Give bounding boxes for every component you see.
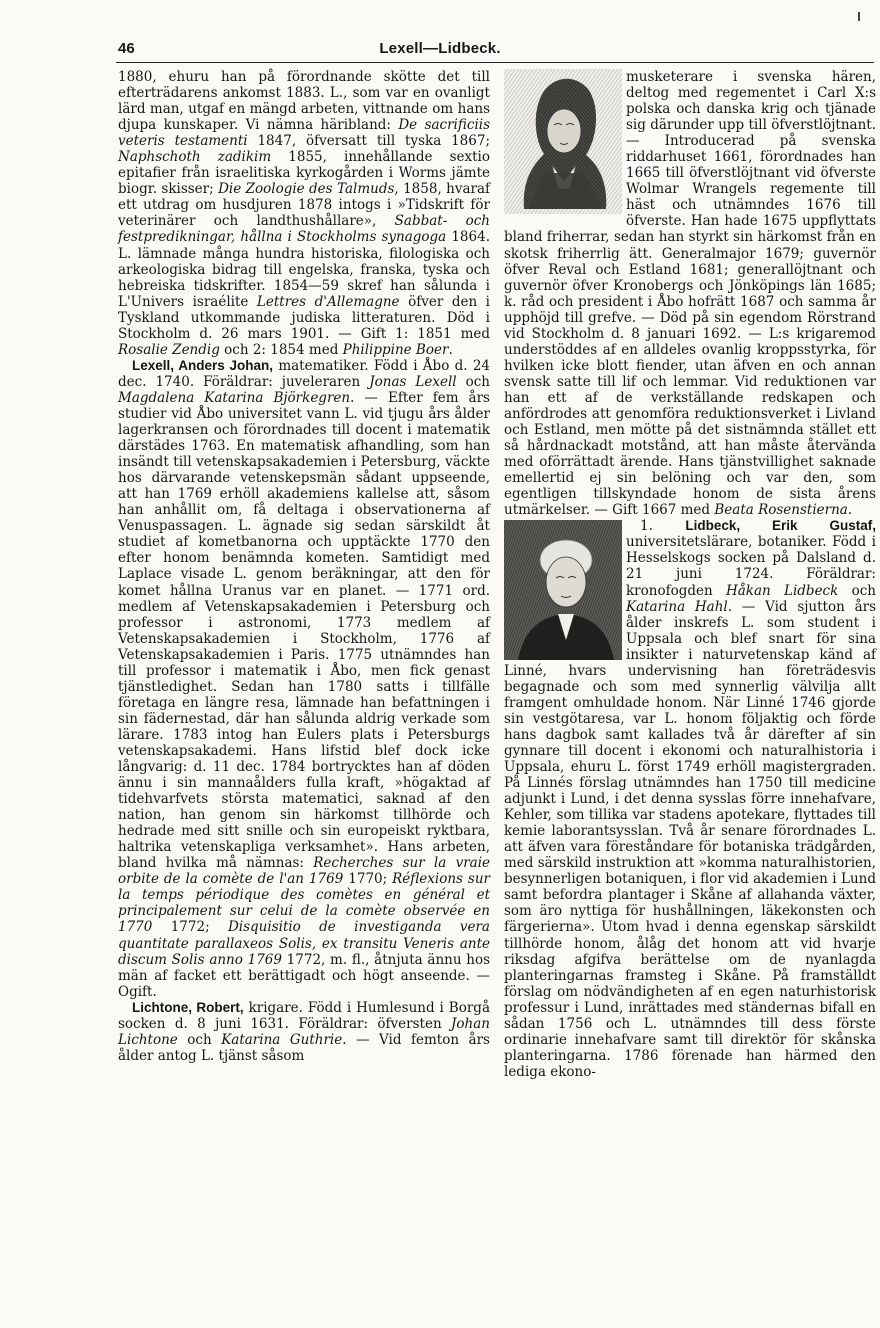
text-run: och [456,373,490,390]
italic-run: Naphschoth zadikim [118,149,272,166]
text-run: . [448,341,453,358]
text-run: 1. [640,518,686,535]
italic-run: Recherches sur la vraie orbite de la comète de l'an 1769 [118,855,491,888]
text-run: . — Vid sjutton års ålder inskrefs L. som student i Uppsala och blef snart för sina insikter i naturvetenskap känd af Linné, hvars undervisning han företrädesvis begagnade och som med synnerlig välvilja allt framgent omhuldade honom. När Linné 1746 gjorde sin vestgötaresa, var L. honom följaktig och förde hans dagbok samt kallades två år därefter af sin gynnare till docent i ekonomi och naturalhistoria i Uppsala, ehuru L. först 1749 erhöll magistergraden. På Linnés förslag utnämndes han 1750 till medicine adjunkt i Lund, i det denna sysslas förre innehafvare, Kehler, som tillika var stadens apotekare, flyttades till kemie laborantsysslan. Två år senare förordnades L. att äfven vara föreståndare för botaniska trädgården, med särskild instruktion att »komma naturalhistorien, besynnerligen botaniquen, i flor vid akademien i Lund samt befordra plantager i Skåne af allahanda växter, som äro nyttiga för hushållningen, läkekonsten och färgerierna». Utom hvad i denna egenskap särskildt tillhörde honom, ålåg det honom att vid hvarje riksdag afgifva berättelse om de nyanlagda planteringarnas framsteg i Skåne. På framställdt förslag om nödvändigheten af en egen naturhistorisk professur i Lund, inrättades med ständernas bifall en sådan 1756 och L. utnämndes till dess förste ordinarie innehafvare samt till direktör för skånska planteringarna. 1786 förenade han härmed den lediga ekono- [504,598,877,1080]
italic-run: Katarina Hahl [626,598,728,615]
text-run: 1772; [152,919,228,936]
italic-run: Katarina Guthrie [221,1031,343,1048]
italic-run: Magdalena Katarina Björkegren [118,389,351,406]
text-run: 1880, ehuru han på förordnande skötte det till efterträdarens ankomst 1883. L., som var en ovanligt lärd man, utgaf en mängd arbeten, vittnande om hans djupa kunskaper. Vi nämna häribland: [118,69,490,134]
portrait-lidbeck [504,520,622,660]
italic-run: Jonas Lexell [369,373,457,390]
right-column [504,69,876,1080]
lidbeck-entry [504,518,876,1080]
entry-headword: Lidbeck, Erik Gustaf, [685,518,877,534]
margin-mark [858,12,860,21]
text-run: universitetslärare, botaniker. Född i Hesselskogs socken på Dalsland d. 21 juni 1724. Föräldrar: kronofogden [626,534,876,599]
text-run: och [177,1031,222,1048]
italic-run: Johan Lichtone [118,1015,490,1048]
text-run: musketerare i svenska hären, deltog med regementet i Carl X:s polska och danska krig och tjänade sig därunder upp till öfverstlöjtnant. — Introducerad på svenska riddarhuset 1661, förordnades han 1665 till öfverstlöjtnant vid öfverste Wolmar Wrangels regemente till häst och utnämndes 1676 till öfverste. Han hade 1675 uppflyttats bland friherrar, sedan han styrkt sin härkomst från en skotsk friherrlig ätt. Generalmajor 1679; guvernör öfver Reval och Estland 1681; generallöjtnant och guvernör öfver Kronobergs och Jönköpings län 1685; k. råd och president i Åbo hofrätt 1687 och samma år upphöjd till grefve. — Död på sin egendom Rörstrand vid Stockholm d. 8 januari 1692. — L:s krigaremod understöddes af en alldeles ovanlig kroppsstyrka, för hvilken icke blott fiender, utan äfven en och annan svensk satte till lif och lemmar. Vid reduktionen var han ett af de verkställande redskapen och anfördrodes att genomföra reduktionsverket i Livland och Estland, men mötte på det sistnämnda stället ett så hårdnackadt motstånd, att han måste återvända med oförrättadt ärende. Hans tjänstvillighet saknade emellertid ej sin belöning och var den, som egentligen tillskyndade honom de sista årens utmärkelser. — Gift 1667 med [504,69,876,519]
italic-run: Håkan Lidbeck [725,582,839,599]
text-run: 1770; [343,871,393,888]
page-number: 46 [118,40,135,57]
italic-run: De sacrificiis veteris testamenti [118,117,491,150]
lichtone-entry-continuation [504,69,876,518]
text-run: 1772, m. fl., åtnjuta ännu hos män af facket ett berättigadt och högt anseende. — Ogift. [118,951,491,1000]
left-column [118,69,490,1064]
text-run: 1855, innehållande sextio epitafier från israelitiska kyrkogården i Worms jämte biogr. skisser; [118,149,491,198]
italic-run: Sabbat- och festpredikningar, hållna i Stockholms synagoga [118,213,490,246]
text-run: öfver den i Tyskland utkommande judiska litteraturen. Död i Stockholm d. 26 mars 1901. — Gift 1: 1851 med [118,293,490,342]
text-run: och 2: 1854 med [219,341,343,358]
text-run: . — Efter fem års studier vid Åbo universitet vann L. vid tjugu års ålder lagerkransen och förordnades till docent i matematik därstädes 1763. En matematisk afhandling, som han insändt till vetenskapsakademien i Petersburg, väckte hos därvarande vetenskepsmän sådant uppseende, att han 1769 erhöll akademiens kallelse att, såsom han anhållit om, få deltaga i observationerna af Venuspassagen. L. ägnade sig sedan särskildt åt studiet af kometbanorna och upptäckte 1770 den efter honom benämnda kometen. Samtidigt med Laplace visade L. genom beräkningar, att den för komet hållna Uranus var en planet. — 1771 ord. medlem af Vetenskapsakademien i Petersburg och professor i astronomi, 1773 medlem af Vetenskapsakademien i Stockholm, 1776 af Vetenskapsakademien i Paris. 1775 utnämndes han till professor i matematik i Åbo, men fick genast tjänstledighet. Sedan han 1780 satts i tillfälle företaga en längre resa, lämnade han befattningen i sin fädernestad, där han sålunda aldrig verkade som lärare. 1783 intog han Eulers plats i Petersburgs vetenskapsakademi. Hans lifstid blef dock icke långvarig: d. 11 dec. 1784 bortrycktes han af döden ännu i sin mannaålders fulla kraft, »högaktad af tidehvarfvets största matematici, saknad af den nation, han genom sin härkomst tillhörde och hedrade med sitt snille och sin europeiskt ryktbara, haltrika vetenskapliga verksamhet». Hans arbeten, bland hvilka må nämnas: [118,389,490,872]
lexell-entry [118,358,490,1000]
text-run: matematiker. Född i Åbo d. 24 dec. 1740. Föräldrar: juveleraren [118,357,490,390]
text-run: . [847,502,853,519]
entry-headword: Lichtone, Robert, [132,999,244,1015]
running-title: Lexell—Lidbeck. [379,40,501,57]
text-run: 1847, öfversatt till tyska 1867; [247,133,490,150]
text-run: . — Vid femton års ålder antog L. tjänst såsom [118,1031,490,1064]
italic-run: Réflexions sur la temps périodique des comètes en général et principalement sur celui de la comète observée en 1770 [118,871,490,936]
italic-run: Philippine Boer [342,341,449,358]
text-run: krigare. Född i Humlesund i Borgå socken d. 8 juni 1631. Föräldrar: öfversten [118,999,490,1032]
italic-run: Beata Rosenstierna [714,502,848,519]
italic-run: Rosalie Zendig [118,341,220,358]
italic-run: Die Zoologie des Talmuds [218,181,395,198]
text-run: , 1858, hvaraf ett utdrag om husdjuren 1878 intogs i »Tidskrift för veterinärer och landthushållare», [118,181,490,230]
italic-run: Disquisitio de investiganda vera quantitate parallaxeos Solis, ex transitu Veneris ante discum Solis anno 1769 [118,919,490,968]
portrait-lichtone [504,69,622,214]
text-run: och [838,582,876,599]
lehmann-entry-continuation [118,69,490,358]
lichtone-entry [118,1000,490,1064]
header-rule [116,62,874,63]
text-run: 1864. L. lämnade många hundra historiska, filologiska och arkeologiska bidrag till engelska, franska, tyska och hebreiska tidskrifter. 1854—59 skref han sålunda i L'Univers israélite [118,229,490,310]
entry-headword: Lexell, Anders Johan, [132,357,274,373]
italic-run: Lettres d'Allemagne [256,293,400,310]
